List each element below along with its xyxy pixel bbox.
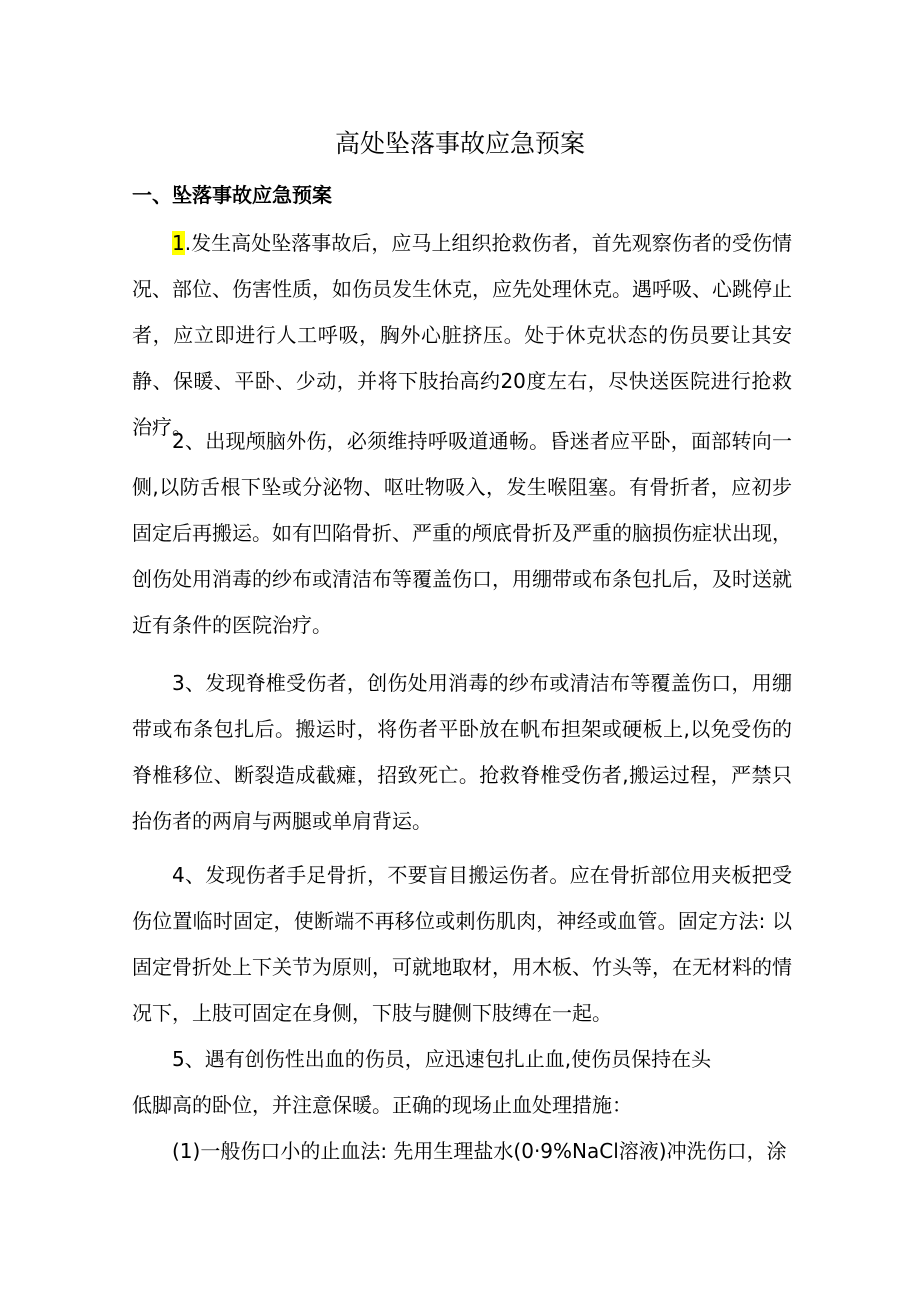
paragraph-1-text: .发生高处坠落事故后，应马上组织抢救伤者，首先观察伤者的受伤情况、部位、伤害性质，如伤员发生休克，应先处理休克。遇呼吸、心跳停止者，应立即进行人工呼吸，胸外心脏挤压。处于休克状态的伤员要让其安静、保暖、平卧、少动，并将下肢抬高约20度左右，尽快送医院进行抢救治疗。	[132, 231, 792, 439]
paragraph-5-line-1: 5、遇有创伤性出血的伤员，应迅速包扎止血,使伤员保持在头	[172, 1047, 712, 1071]
paragraph-1	[132, 220, 792, 450]
section-heading: 一、坠落事故应急预案	[132, 183, 332, 207]
paragraph-6: (1)一般伤口小的止血法: 先用生理盐水(0·9%NaCl溶液)冲洗伤口，涂	[172, 1139, 787, 1163]
paragraph-3: 3、发现脊椎受伤者，创伤处用消毒的纱布或清洁布等覆盖伤口，用绷带或布条包扎后。搬运时，将伤者平卧放在帆布担架或硬板上,以免受伤的脊椎移位、断裂造成截瘫，招致死亡。抢救脊椎受伤者,搬运过程，严禁只抬伤者的两肩与两腿或单肩背运。	[132, 671, 792, 833]
document-title: 高处坠落事故应急预案	[334, 129, 585, 158]
paragraph-2: 2、出现颅脑外伤，必须维持呼吸道通畅。昏迷者应平卧，面部转向一侧,以防舌根下坠或分泌物、呕吐物吸入，发生喉阻塞。有骨折者，应初步固定后再搬运。如有凹陷骨折、严重的颅底骨折及严重的脑损伤症状出现，创伤处用消毒的纱布或清洁布等覆盖伤口，用绷带或布条包扎后，及时送就近有条件的医院治疗。	[132, 429, 792, 637]
paragraph-5-line-2: 低脚高的卧位，并注意保暖。正确的现场止血处理措施：	[132, 1093, 632, 1117]
paragraph-4: 4、发现伤者手足骨折，不要盲目搬运伤者。应在骨折部位用夹板把受伤位置临时固定，使断端不再移位或刺伤肌肉，神经或血管。固定方法: 以固定骨折处上下关节为原则，可就地取材，用木板、竹头等，在无材料的情况下，上肢可固定在身侧，下肢与腱侧下肢缚在一起。	[132, 863, 792, 1025]
highlighted-number: 1	[172, 231, 185, 255]
